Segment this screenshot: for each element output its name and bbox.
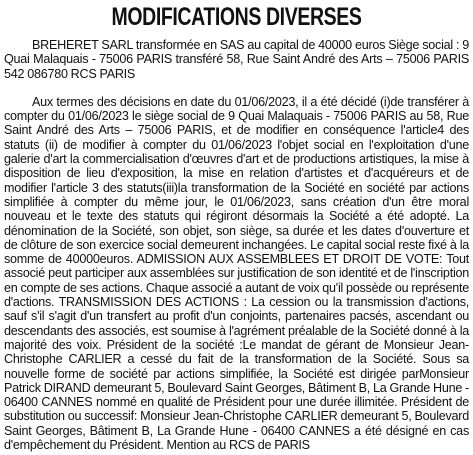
notice-title: MODIFICATIONS DIVERSES [111,3,362,31]
decisions-paragraph: Aux termes des décisions en date du 01/06/2023, il a été décidé (i)de transférer à compter du 01/06/2023 le siège social de 9 Quai Malaquais - 75006 PARIS au 58, Rue Saint André des Arts – 75006 PARIS, et de modifier en conséquence l'article4 des statuts (ii) de modifier à compter du 01/06/2023 l'objet social en l'exploitation d'une galerie d'art la commercialisation d'œuvres d'art et de productions artistiques, la mise à disposition de lieu d'exposition, la mise en relation d'artistes et d'acquéreurs et de modifier l'article 3 des statuts(iii)la transformation de la Société en société par actions simplifiée à compter du même jour, le 01/06/2023, sans création d'un être moral nouveau et le texte des statuts qui régiront désormais la Société a été adopté. La dénomination de la Société, son objet, son siège, sa durée et les dates d'ouverture et de clôture de son exercice social demeurent inchangées. Le capital social reste fixé à la somme de 40000euros. ADMISSION AUX ASSEMBLEES ET DROIT DE VOTE: Tout associé peut participer aux assemblées sur justification de son identité et de l'inscription en compte de ses actions. Chaque associé a autant de voix qu'il possède ou représente d'actions. TRANSMISSION DES ACTIONS : La cession ou la transmission d'actions, sauf s'il s'agit d'un transfert au profit d'un conjoints, partenaires pacsés, ascendant ou descendants des associés, est soumise à l'agrément préalable de la Société donné à la majorité des voix. Président de la société :Le mandat de gérant de Monsieur Jean-Christophe CARLIER a cessé du fait de la transformation de la Société. Sous sa nouvelle forme de société par actions simplifiée, la Société est dirigée parMonsieur Patrick DIRAND demeurant 5, Boulevard Saint Georges, Bâtiment B, La Grande Hune - 06400 CANNES nommé en qualité de Président pour une durée illimitée. Président de substitution ou successif: Monsieur Jean-Christophe CARLIER demeurant 5, Boulevard Saint Georges, Bâtiment B, La Grande Hune - 06400 CANNES a été désigné en cas d'empêchement du Président. Mention au RCS de PARIS [4,94,469,453]
company-header-paragraph: BREHERET SARL transformée en SAS au capital de 40000 euros Siège social : 9 Quai Malaquais - 75006 PARIS transféré 58, Rue Saint André des Arts – 75006 PARIS 542 086780 RCS PARIS [4,38,469,81]
